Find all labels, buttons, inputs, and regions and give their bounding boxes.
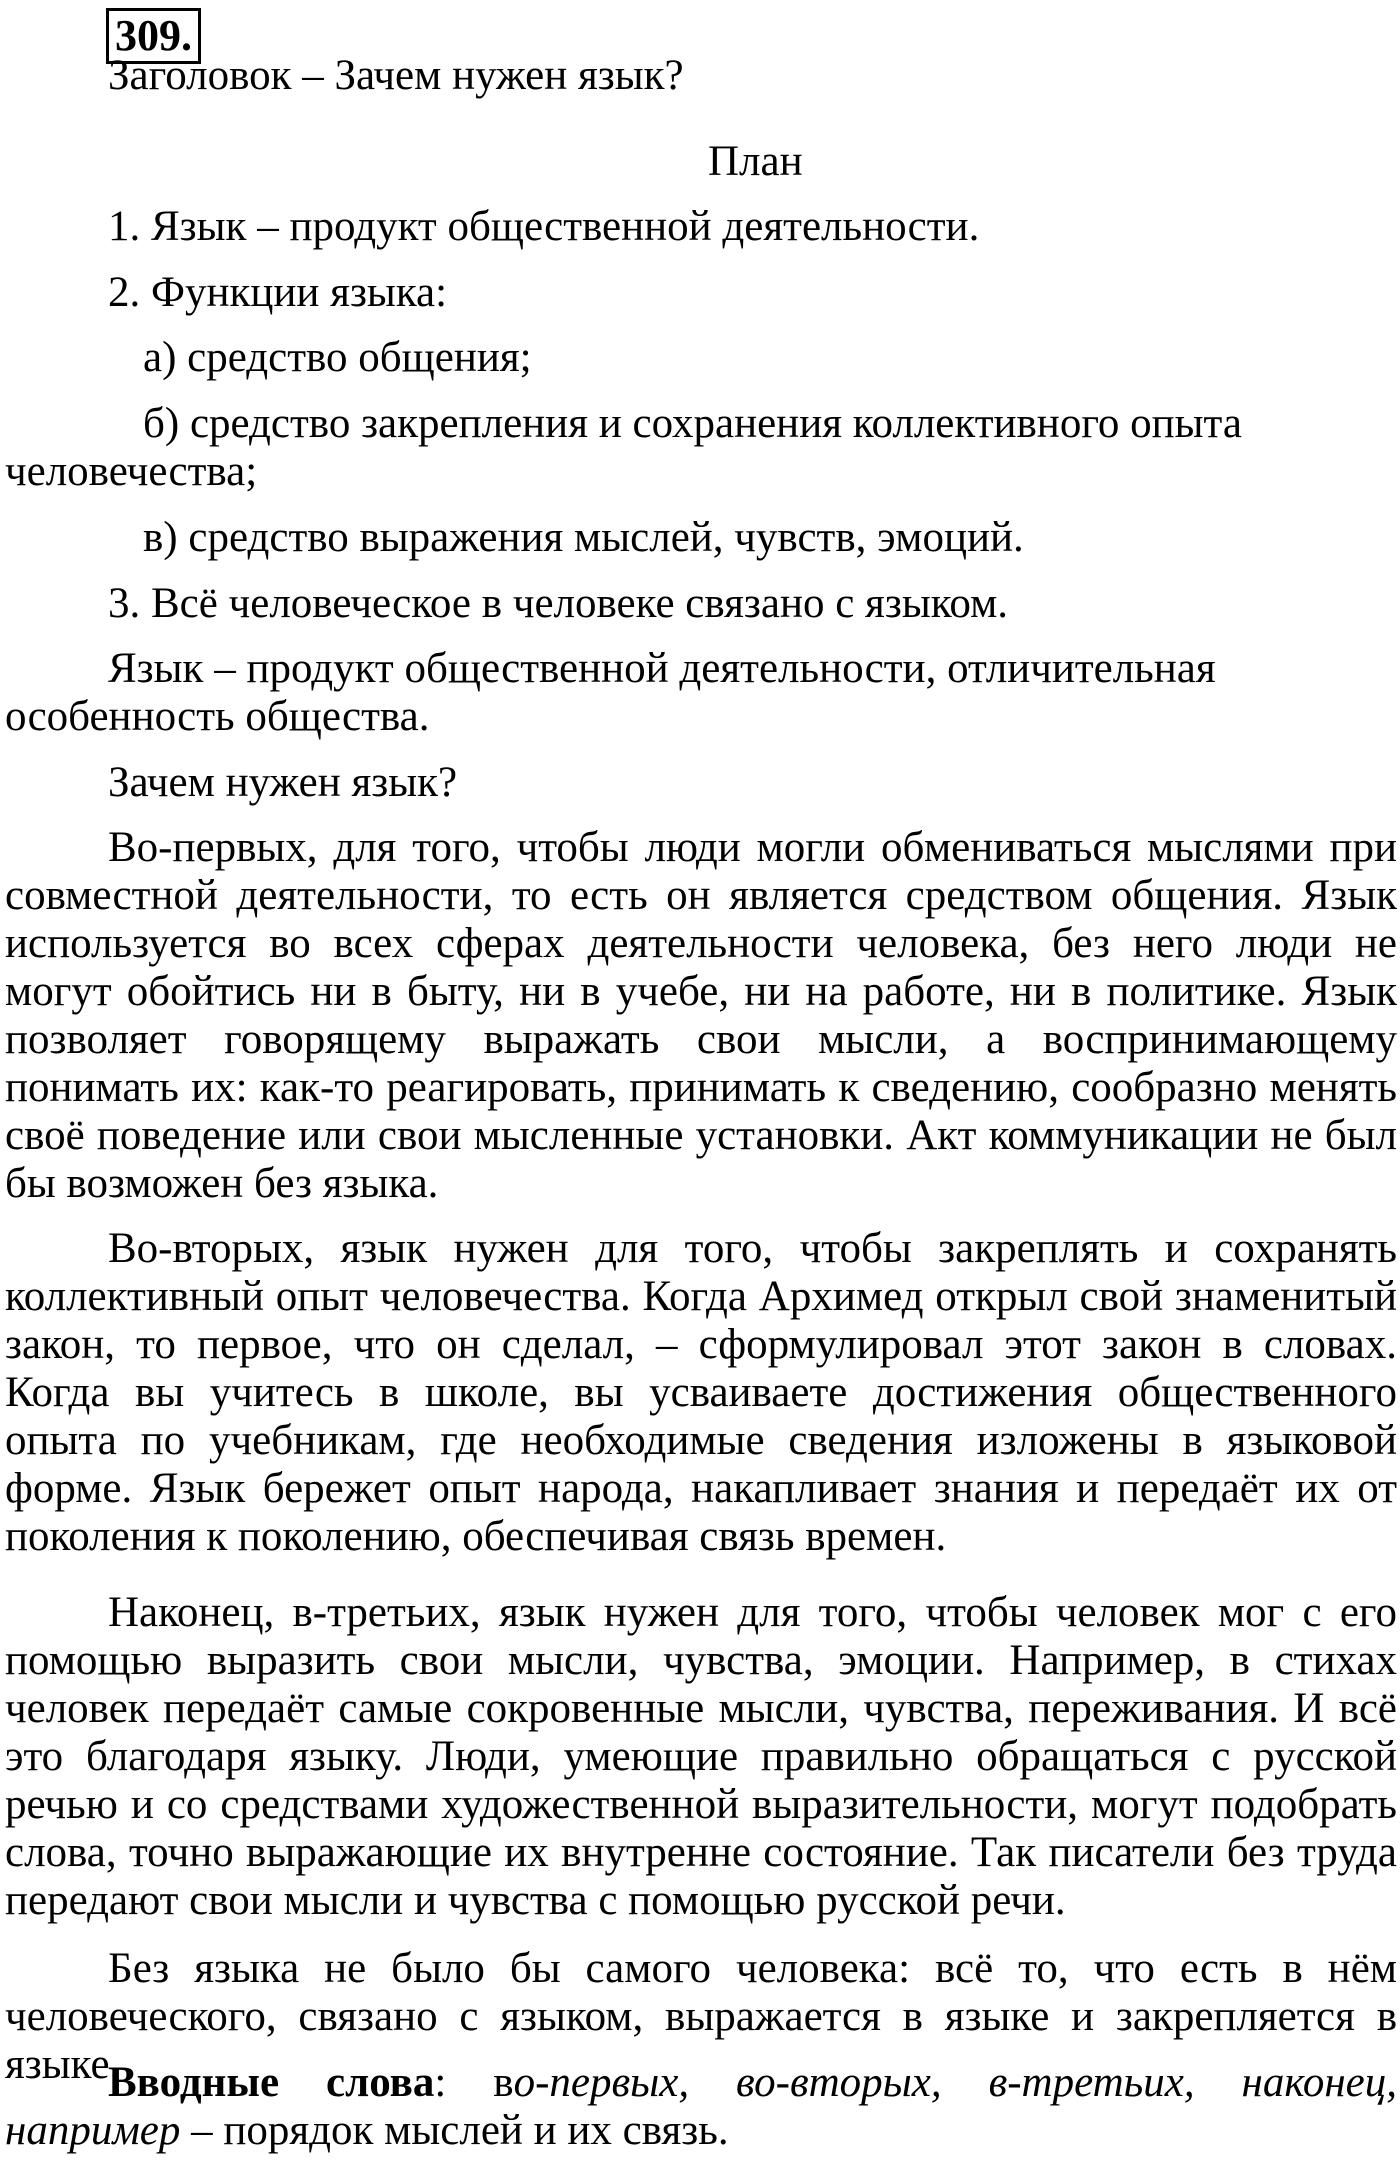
intro-words-colon: : в	[434, 2059, 514, 2106]
plan-item-2: 2. Функции языка:	[108, 269, 448, 316]
paragraph-4: Без языка не было бы самого человека: всё то, что есть в нём человеческого, связано с языком, выражается в языке и закрепляется в языке.	[5, 1945, 1397, 2088]
intro-words-list: о-первых, во-вторых, в-третьих, наконец, например	[5, 2059, 1397, 2154]
paragraph-1: Во-первых, для того, чтобы люди могли обмениваться мыслями при совместной деятельности, то есть он является средством общения. Язык используется во всех сферах деятельности человека, без него люди не могут обойтись ни в быту, ни в учебе, ни на работе, ни в политике. Язык позволяет говорящему выражать свои мысли, а воспринимающему понимать их: как-то реагировать, принимать к сведению, сообразно менять своё поведение или свои мысленные установки. Акт коммуникации не был бы возможен без языка.	[5, 824, 1397, 1207]
intro-words-label: Вводные слова	[108, 2059, 435, 2106]
title-line: Заголовок – Зачем нужен язык?	[108, 52, 684, 99]
plan-subitem-c: в) средство выражения мыслей, чувств, эмоций.	[143, 514, 1024, 561]
plan-subitem-a: а) средство общения;	[143, 334, 532, 381]
paragraph-2: Во-вторых, язык нужен для того, чтобы закреплять и сохранять коллективный опыт человечества. Когда Архимед открыл свой знаменитый закон, то первое, что он сделал, – сформулировал этот закон в словах. Когда вы учитесь в школе, вы усваиваете достижения общественного опыта по учебникам, где необходимые сведения изложены в языковой форме. Язык бережет опыт народа, накапливает знания и передаёт их от поколения к поколению, обеспечивая связь времен.	[5, 1225, 1397, 1560]
plan-item-1: 1. Язык – продукт общественной деятельности.	[108, 203, 980, 250]
plan-heading: План	[708, 138, 803, 185]
question-line: Зачем нужен язык?	[108, 759, 458, 806]
paragraph-3: Наконец, в-третьих, язык нужен для того, чтобы человек мог с его помощью выразить свои мысли, чувства, эмоции. Например, в стихах человек передаёт самые сокровенные мысли, чувства, переживания. И всё это благодаря языку. Люди, умеющие правильно обращаться с русской речью и со средствами художественной выразительности, могут подобрать слова, точно выражающие их внутренне состояние. Так писатели без труда передают свои мысли и чувства с помощью русской речи.	[5, 1589, 1397, 1924]
task-number: 309.	[106, 8, 201, 64]
plan-item-3: 3. Всё человеческое в человеке связано с языком.	[108, 580, 1009, 627]
plan-subitem-b: б) средство закрепления и сохранения коллективного опыта человечества;	[5, 400, 1242, 495]
intro-words-rest: – порядок мыслей и их связь.	[180, 2107, 729, 2154]
thesis-paragraph: Язык – продукт общественной деятельности, отличительная особенность общества.	[5, 645, 1216, 740]
intro-words-note	[5, 2059, 1397, 2155]
